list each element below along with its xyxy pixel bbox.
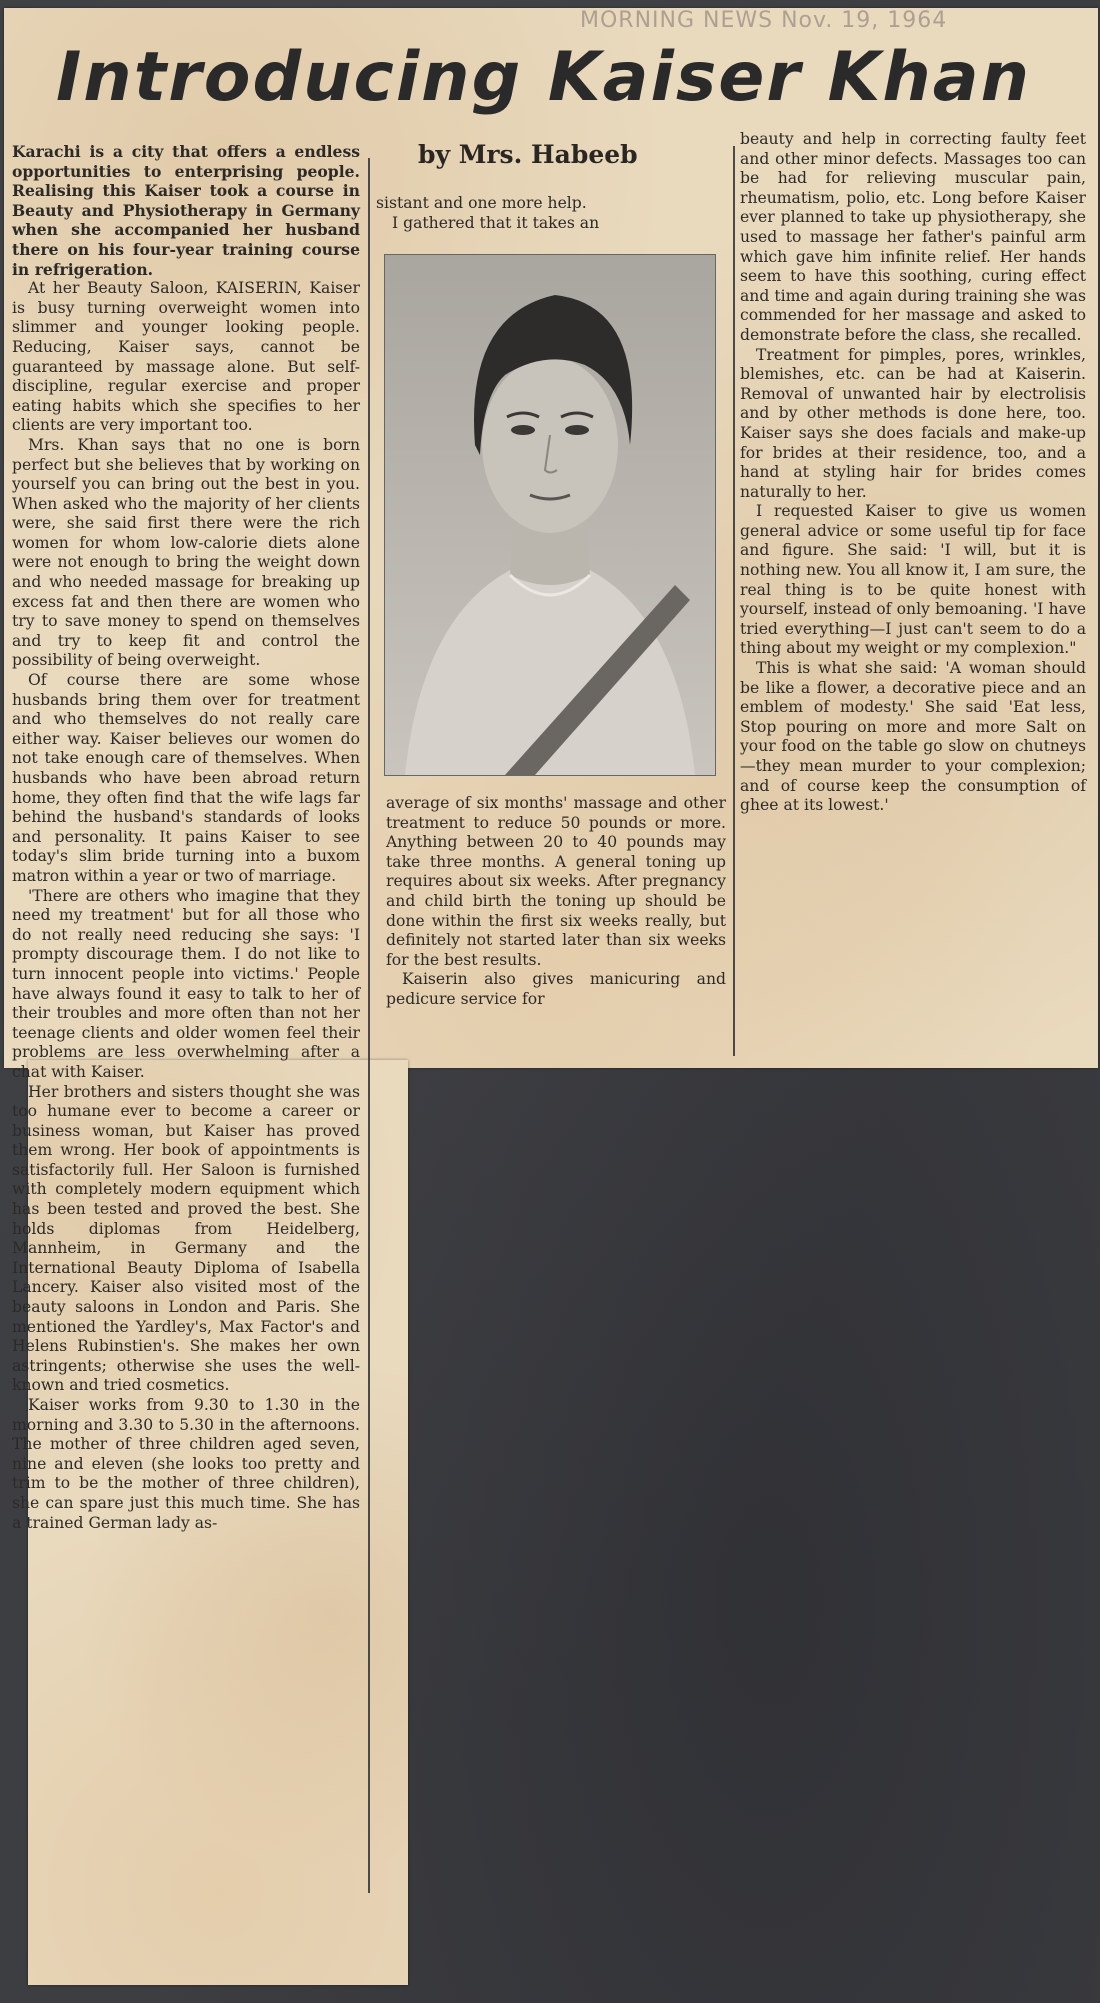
paragraph: I gathered that it takes an [392,213,600,232]
paragraph: Karachi is a city that offers a endless opportunities to enterprising people. Realising this Kaiser took a course in Beauty and Physiotherapy in Germany when she accompanied her husband there on his four-year training course in refrigeration. [12,142,360,279]
portrait-photo [384,254,716,776]
paragraph: Kaiserin also gives manicuring and pedicure service for [386,970,726,1008]
paragraph: This is what she said: 'A woman should be like a flower, a decorative piece and an emblem of modesty.' She said 'Eat less, Stop pouring on more and more Salt on your food on the table go slow on chutneys—they mean murder to your complexion; and of course keep the consumption of ghee at its lowest.' [740,659,1086,815]
article-column-2-bottom [386,794,726,1010]
column-rule [733,146,735,1056]
paragraph: Mrs. Khan says that no one is born perfect but she believes that by working on yourself you can bring out the best in you. When asked who the majority of her clients were, she said first there were the rich women for whom low-calorie diets alone were not enough to bring the weight down and who needed massage for breaking up excess fat and then there are women who try to save money to spend on themselves and try to keep fit and control the possibility of being overweight. [12,435,360,670]
paragraph: 'There are others who imagine that they need my treatment' but for all those who do not really need reducing she says: 'I prompty discourage them. I do not like to turn innocent people into victims.' People have always found it easy to talk to her of their troubles and more often than not her teenage clients and older women feel their problems are less overwhelming after a chat with Kaiser. [12,886,360,1081]
column-rule [368,158,370,1893]
article-column-3 [740,130,1086,816]
headline: Introducing Kaiser Khan [56,38,1032,117]
handwritten-dateline: MORNING NEWS Nov. 19, 1964 [580,8,948,33]
paragraph: I requested Kaiser to give us women general advice or some useful tip for face and figure. She said: 'I will, but it is nothing new. You all know it, I am sure, the real thing is to be quite honest with yourself, instead of only bemoaning. 'I have tried everything—I just can't seem to do a thing about my weight or my complexion." [740,502,1086,658]
paragraph: At her Beauty Saloon, KAISERIN, Kaiser is busy turning overweight women into slimmer and younger looking people. Reducing, Kaiser says, cannot be guaranteed by massage alone. But self-discipline, regular exercise and proper eating habits which she specifies to her clients are very important too. [12,279,360,435]
article-column-1 [12,142,360,1533]
byline: by Mrs. Habeeb [418,140,638,169]
article-column-2-top [376,194,722,233]
paragraph: Of course there are some whose husbands bring them over for treatment and who themselves do not really care either way. Kaiser believes our women do not take enough care of themselves. When husbands who have been abroad return home, they often find that the wife lags far behind the husband's standards of looks and personality. It pains Kaiser to see today's slim bride turning into a buxom matron within a year or two of marriage. [12,671,360,885]
paragraph: Kaiser works from 9.30 to 1.30 in the morning and 3.30 to 5.30 in the afternoons. The mother of three children aged seven, nine and eleven (she looks too pretty and trim to be the mother of three children), she can spare just this much time. She has a trained German lady as- [12,1396,360,1532]
paragraph: sistant and one more help. [376,194,587,212]
paragraph: beauty and help in correcting faulty feet and other minor defects. Massages too can be had for relieving muscular pain, rheumatism, polio, etc. Long before Kaiser ever planned to take up physiotherapy, she used to massage her father's painful arm which gave him infinite relief. Her hands seem to have this soothing, curing effect and time and again during training she was commended for her massage and asked to demonstrate before the class, she recalled. [740,130,1086,344]
paragraph: average of six months' massage and other treatment to reduce 50 pounds or more. Anything between 20 to 40 pounds may take three months. A general toning up requires about six weeks. After pregnancy and child birth the toning up should be done within the first six weeks really, but definitely not started later than six weeks for the best results. [386,794,726,969]
paragraph: Her brothers and sisters thought she was too humane ever to become a career or business woman, but Kaiser has proved them wrong. Her book of appointments is satisfactorily full. Her Saloon is furnished with completely modern equipment which has been tested and proved the best. She holds diplomas from Heidelberg, Mannheim, in Germany and the International Beauty Diploma of Isabella Lancery. Kaiser also visited most of the beauty saloons in London and Paris. She mentioned the Yardley's, Max Factor's and Helens Rubinstien's. She makes her own astringents; otherwise she uses the well-known and tried cosmetics. [12,1082,360,1395]
paragraph: Treatment for pimples, pores, wrinkles, blemishes, etc. can be had at Kaiserin. Removal of unwanted hair by electrolisis and by other methods is done here, too. Kaiser says she does facials and make-up for brides at their residence, too, and a hand at styling hair for brides comes naturally to her. [740,345,1086,501]
